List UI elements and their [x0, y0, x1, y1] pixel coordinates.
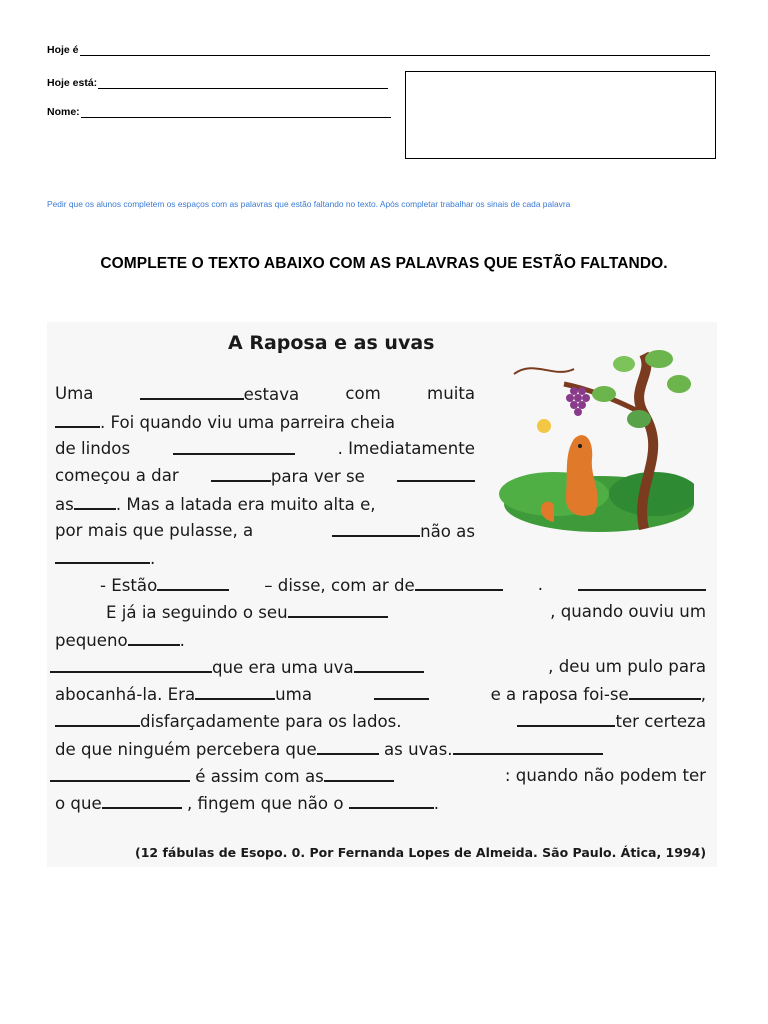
story-line-6 — [55, 521, 475, 541]
weather-line — [47, 77, 388, 89]
text-segment: . — [179, 631, 185, 650]
word-blank[interactable] — [55, 412, 100, 428]
story-line-8 — [100, 575, 706, 595]
text-segment: para ver se — [270, 467, 365, 486]
text-segment: muita — [427, 384, 475, 403]
text-segment: . Imediatamente — [337, 439, 475, 458]
word-blank[interactable] — [288, 602, 388, 618]
text-segment: . — [433, 794, 440, 813]
word-blank[interactable] — [55, 711, 140, 727]
word-blank[interactable] — [453, 739, 603, 755]
text-segment: estava — [243, 385, 300, 404]
text-segment: o que — [55, 794, 102, 813]
name-blank[interactable] — [81, 107, 391, 118]
text-segment: . Mas a latada era muito alta e, — [115, 495, 376, 514]
text-segment: , quando ouviu um — [550, 602, 706, 621]
text-segment: de lindos — [55, 439, 131, 458]
word-blank[interactable] — [50, 766, 190, 782]
text-segment: de que ninguém percebera que — [55, 740, 317, 759]
word-blank[interactable] — [157, 575, 229, 591]
text-segment: ter certeza — [615, 712, 706, 731]
text-segment: , deu um pulo para — [548, 657, 706, 676]
word-blank[interactable] — [324, 766, 394, 782]
story-line-12 — [55, 684, 706, 704]
word-blank[interactable] — [211, 466, 271, 482]
text-segment: Uma — [55, 384, 94, 403]
text-segment: , fingem que não o — [186, 794, 344, 813]
text-segment: as — [55, 495, 74, 514]
text-segment: . — [150, 549, 156, 568]
text-segment: e a raposa foi-se — [490, 685, 629, 704]
word-blank[interactable] — [397, 466, 475, 482]
story-line-4 — [55, 466, 475, 486]
text-segment: : quando não podem ter — [504, 766, 706, 785]
task-title: COMPLETE O TEXTO ABAIXO COM AS PALAVRAS QUE ESTÃO FALTANDO. — [100, 255, 668, 272]
story-line-13 — [55, 711, 706, 731]
word-blank[interactable] — [74, 494, 116, 510]
story-line-7 — [55, 548, 155, 568]
name-line — [47, 106, 391, 118]
word-blank[interactable] — [354, 657, 424, 673]
word-blank[interactable] — [578, 575, 706, 591]
text-segment: com — [345, 384, 381, 403]
word-blank[interactable] — [55, 548, 150, 564]
word-blank[interactable] — [195, 684, 275, 700]
text-segment: – disse, com ar de — [264, 576, 415, 595]
weather-blank[interactable] — [98, 78, 388, 89]
date-label: Hoje é — [47, 44, 79, 56]
drawing-box — [405, 71, 716, 159]
text-segment: que era uma uva — [212, 658, 354, 677]
name-label: Nome: — [47, 106, 80, 118]
story-line-1 — [55, 384, 475, 404]
text-segment: . — [537, 575, 543, 594]
text-segment: , — [700, 685, 706, 704]
text-segment: . Foi quando viu uma parreira cheia — [100, 413, 395, 432]
date-blank[interactable] — [80, 45, 710, 56]
story-line-16 — [55, 793, 439, 813]
word-blank[interactable] — [173, 439, 295, 455]
story-line-10 — [55, 630, 185, 650]
text-segment: as uvas. — [383, 740, 453, 759]
text-segment: começou a dar — [55, 466, 179, 485]
story-line-3 — [55, 439, 475, 458]
word-blank[interactable] — [629, 684, 701, 700]
text-segment: pequeno — [55, 631, 128, 650]
citation: (12 fábulas de Esopo. 0. Por Fernanda Lopes de Almeida. São Paulo. Ática, 1994) — [135, 845, 707, 860]
text-segment: por mais que pulasse, a — [55, 521, 254, 540]
text-segment: uma — [275, 685, 312, 704]
weather-label: Hoje está: — [47, 77, 98, 89]
story-line-14 — [55, 739, 603, 759]
story-line-5 — [55, 494, 376, 514]
date-line — [47, 44, 710, 56]
word-blank[interactable] — [317, 739, 379, 755]
word-blank[interactable] — [332, 521, 420, 537]
text-segment: não as — [420, 522, 475, 541]
story-line-9 — [106, 602, 706, 622]
word-blank[interactable] — [102, 793, 182, 809]
text-segment: disfarçadamente para os lados. — [140, 712, 402, 731]
teacher-instruction: Pedir que os alunos completem os espaços com as palavras que estão faltando no texto. Após completar trabalhar os sinais de cada palavra — [47, 199, 571, 209]
text-segment: abocanhá-la. Era — [55, 685, 196, 704]
word-blank[interactable] — [517, 711, 615, 727]
story-line-11 — [50, 657, 706, 677]
text-segment: - Estão — [100, 576, 158, 595]
word-blank[interactable] — [128, 630, 180, 646]
word-blank[interactable] — [374, 684, 429, 700]
word-blank[interactable] — [50, 657, 212, 673]
story-title: A Raposa e as uvas — [228, 332, 435, 354]
word-blank[interactable] — [415, 575, 503, 591]
text-segment: é assim com as — [195, 767, 324, 786]
story-line-2 — [55, 412, 395, 432]
text-segment: E já ia seguindo o seu — [106, 603, 288, 622]
word-blank[interactable] — [349, 793, 434, 809]
story-line-15 — [50, 766, 706, 786]
word-blank[interactable] — [140, 384, 244, 400]
fox-and-grapes-icon — [494, 344, 694, 534]
